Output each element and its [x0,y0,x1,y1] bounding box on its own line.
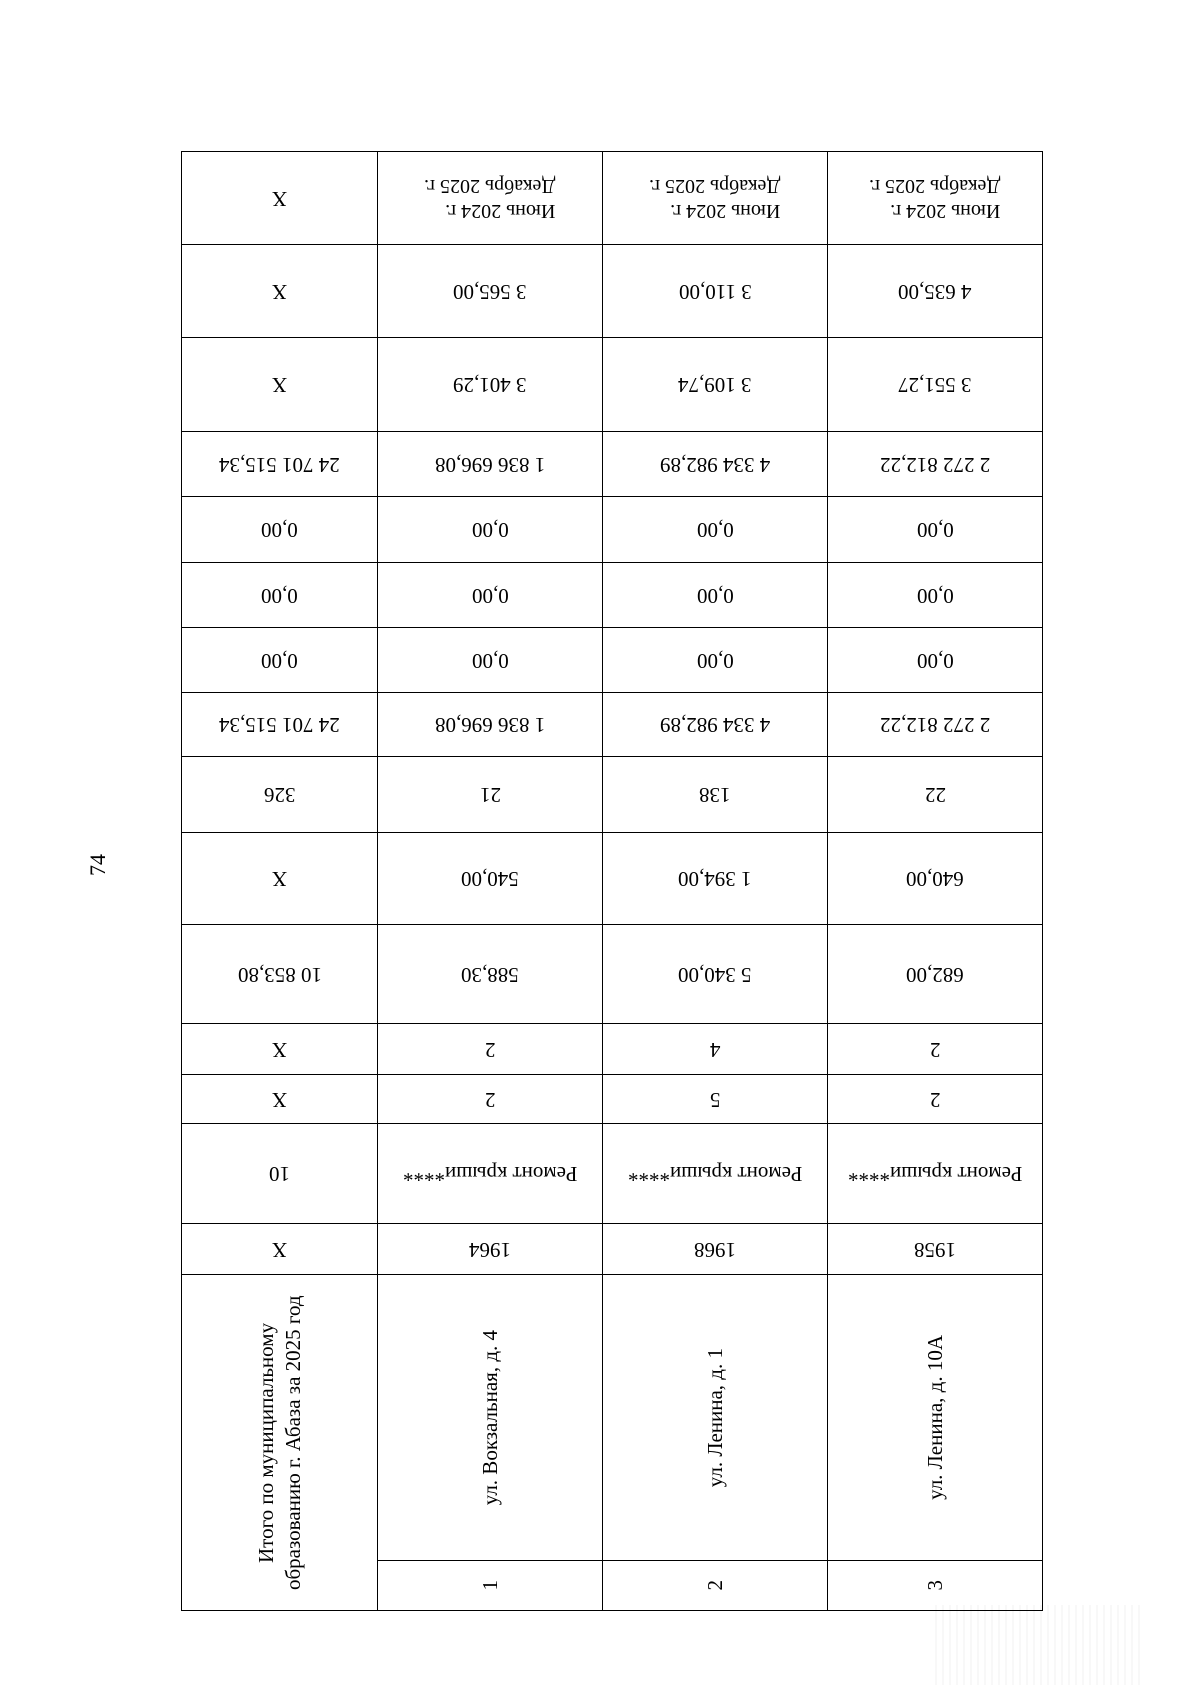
summary-period: X [181,151,378,245]
year-cell: 1964 [377,1223,603,1275]
fund-2-cell: 0,00 [377,562,603,628]
period-cell: Июнь 2024 г. Декабрь 2025 г. [827,151,1043,245]
fund-2-cell: 0,00 [602,562,828,628]
summary-owners-fund: 24 701 515,34 [181,431,378,497]
area-total-cell: 5 340,00 [602,924,828,1024]
address-text: ул. Ленина, д. 10А [922,1335,947,1500]
page-number: 74 [85,854,110,876]
cost-total-cell: 1 836 696,08 [377,692,603,757]
summary-fund-1: 0,00 [181,627,378,693]
unit-cost-cell: 3 551,27 [827,337,1043,432]
col-b-cell: 2 [827,1023,1043,1075]
cost-total-cell: 2 272 812,22 [827,692,1043,757]
table-row [827,151,1043,1611]
summary-title: Итого по муниципальному образованию г. Абаза за 2025 год [181,1274,378,1611]
residents-cell: 22 [827,756,1043,833]
table-row [377,151,603,1611]
period-cell: Июнь 2024 г. Декабрь 2025 г. [602,151,828,245]
unit-cost-cell: 3 109,74 [602,337,828,432]
summary-col-b: X [181,1023,378,1075]
work-type-cell: Ремонт крыши**** [377,1123,603,1224]
area-living-cell: 1 394,00 [602,832,828,925]
address-cell [377,1274,603,1611]
cost-total-cell: 4 334 982,89 [602,692,828,757]
row-number: 3 [922,1579,947,1591]
limit-cost-cell: 3 565,00 [377,244,603,338]
fund-1-cell: 0,00 [377,627,603,693]
address-text: ул. Ленина, д. 1 [702,1347,727,1488]
col-a-cell: 2 [827,1074,1043,1124]
summary-works-count: 10 [181,1123,378,1224]
fund-1-cell: 0,00 [827,627,1043,693]
year-cell: 1958 [827,1223,1043,1275]
summary-limit-cost: X [181,244,378,338]
owners-fund-cell: 1 836 696,08 [377,431,603,497]
owners-fund-cell: 4 334 982,89 [602,431,828,497]
address-cell [827,1274,1043,1611]
row-number: 2 [702,1579,727,1591]
summary-row [181,151,378,1611]
fund-3-cell: 0,00 [377,496,603,563]
area-living-cell: 640,00 [827,832,1043,925]
owners-fund-cell: 2 272 812,22 [827,431,1043,497]
fund-3-cell: 0,00 [827,496,1043,563]
repair-table [181,151,1043,1611]
summary-year: X [181,1223,378,1275]
fund-1-cell: 0,00 [602,627,828,693]
work-type-cell: Ремонт крыши**** [827,1123,1043,1224]
area-living-cell: 540,00 [377,832,603,925]
limit-cost-cell: 3 110,00 [602,244,828,338]
fund-2-cell: 0,00 [827,562,1043,628]
residents-cell: 138 [602,756,828,833]
summary-cost-total: 24 701 515,34 [181,692,378,757]
summary-residents: 326 [181,756,378,833]
area-total-cell: 588,30 [377,924,603,1024]
year-cell: 1968 [602,1223,828,1275]
col-a-cell: 5 [602,1074,828,1124]
fund-3-cell: 0,00 [602,496,828,563]
period-cell: Июнь 2024 г. Декабрь 2025 г. [377,151,603,245]
col-b-cell: 2 [377,1023,603,1075]
summary-fund-2: 0,00 [181,562,378,628]
summary-area-total: 10 853,80 [181,924,378,1024]
summary-unit-cost: X [181,337,378,432]
summary-area-living: X [181,832,378,925]
row-number: 1 [477,1579,502,1591]
col-a-cell: 2 [377,1074,603,1124]
col-b-cell: 4 [602,1023,828,1075]
summary-col-a: X [181,1074,378,1124]
residents-cell: 21 [377,756,603,833]
area-total-cell: 682,00 [827,924,1043,1024]
scan-artifact [935,1605,1145,1685]
summary-fund-3: 0,00 [181,496,378,563]
table-row [602,151,828,1611]
address-text: ул. Вокзальная, д. 4 [477,1329,502,1506]
unit-cost-cell: 3 401,29 [377,337,603,432]
limit-cost-cell: 4 635,00 [827,244,1043,338]
work-type-cell: Ремонт крыши**** [602,1123,828,1224]
address-cell [602,1274,828,1611]
